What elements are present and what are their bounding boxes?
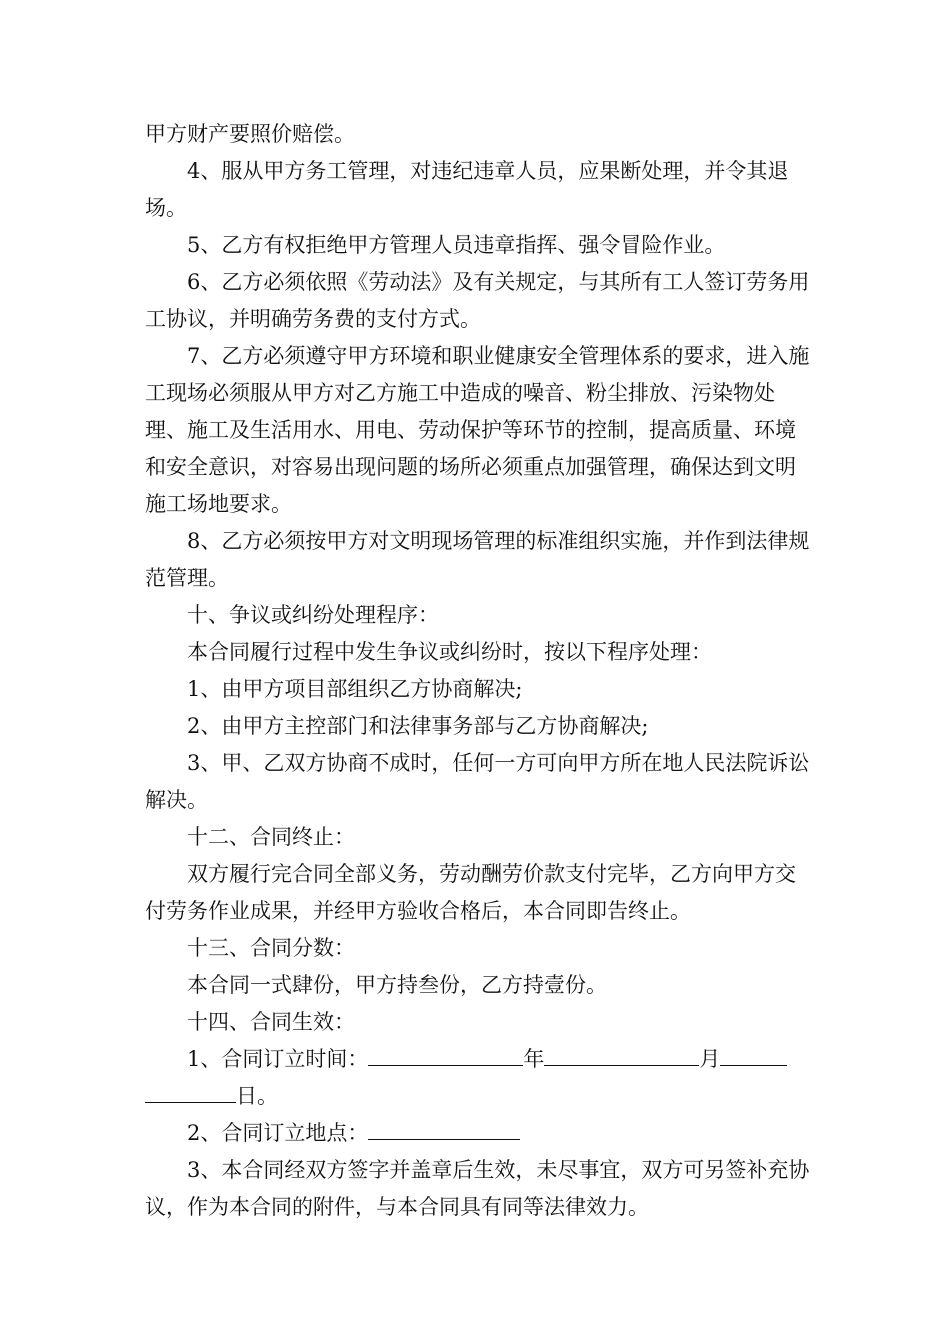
clause-8-civilized-site: 8、乙方必须按甲方对文明现场管理的标准组织实施，并作到法律规范管理。 <box>145 529 810 590</box>
signing-date-line-2 <box>145 1078 810 1115</box>
clause-4-management: 4、服从甲方务工管理，对违纪违章人员，应果断处理，并令其退场。 <box>145 159 789 220</box>
signing-place-label: 2、合同订立地点： <box>187 1121 369 1145</box>
month-blank <box>544 1043 699 1066</box>
clause-6-labor-law: 6、乙方必须依照《劳动法》及有关规定，与其所有工人签订劳务用工协议，并明确劳务费的支付方式。 <box>145 270 810 331</box>
clause-3-effect: 3、本合同经双方签字并盖章后生效，未尽事宜，双方可另签补充协议，作为本合同的附件，与本合同具有同等法律效力。 <box>145 1158 810 1219</box>
day-label: 日。 <box>236 1084 278 1108</box>
clause-7-environment-safety: 7、乙方必须遵守甲方环境和职业健康安全管理体系的要求，进入施工现场必须服从甲方对乙方施工中造成的噪音、粉尘排放、污染物处理、施工及生活用水、用电、劳动保护等环节的控制，提高质量、环境和安全意识，对容易出现问题的场所必须重点加强管理，确保达到文明施工场地要求。 <box>145 344 810 516</box>
dispute-intro: 本合同履行过程中发生争议或纠纷时，按以下程序处理： <box>187 640 712 664</box>
document-body <box>145 116 810 1226</box>
place-blank <box>368 1117 520 1140</box>
signing-place-line <box>145 1115 810 1152</box>
section-14-heading: 十四、合同生效： <box>187 1010 355 1034</box>
year-blank <box>368 1043 523 1066</box>
signing-date-line <box>145 1041 810 1078</box>
section-13-heading: 十三、合同分数： <box>187 936 355 960</box>
day-blank-part2 <box>145 1080 236 1103</box>
month-label: 月 <box>699 1047 721 1071</box>
copies-text: 本合同一式肆份，甲方持叁份，乙方持壹份。 <box>187 973 607 997</box>
dispute-step-3: 3、甲、乙双方协商不成时，任何一方可向甲方所在地人民法院诉讼解决。 <box>145 751 810 812</box>
signing-date-label: 1、合同订立时间： <box>187 1047 369 1071</box>
section-10-heading: 十、争议或纠纷处理程序： <box>187 603 439 627</box>
dispute-step-1: 1、由甲方项目部组织乙方协商解决; <box>187 677 523 701</box>
paragraph-property-compensation: 甲方财产要照价赔偿。 <box>145 122 355 146</box>
termination-text: 双方履行完合同全部义务，劳动酬劳价款支付完毕，乙方向甲方交付劳务作业成果，并经甲方验收合格后，本合同即告终止。 <box>145 862 796 923</box>
day-blank-part1 <box>720 1043 787 1066</box>
dispute-step-2: 2、由甲方主控部门和法律事务部与乙方协商解决; <box>187 714 649 738</box>
clause-5-refuse-orders: 5、乙方有权拒绝甲方管理人员违章指挥、强令冒险作业。 <box>187 233 726 257</box>
year-label: 年 <box>523 1047 545 1071</box>
section-12-heading: 十二、合同终止： <box>187 825 355 849</box>
